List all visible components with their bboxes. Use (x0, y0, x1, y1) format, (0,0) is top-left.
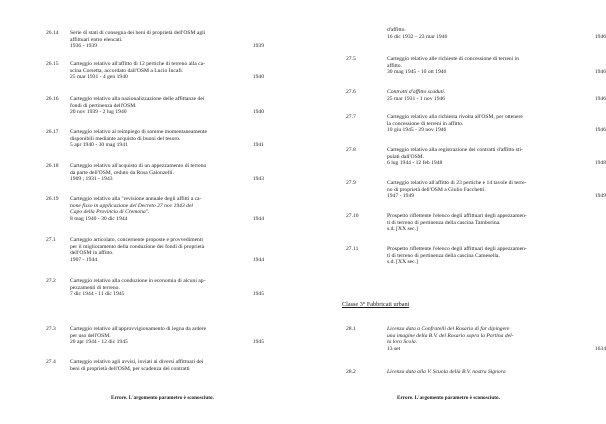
entry-line: Carteggio relativo all'approvvigionamento di legna da ardere (70, 326, 207, 332)
entry-number: 27.10 (346, 213, 359, 219)
continuation-line-1: d'affitto. (387, 27, 406, 33)
entry-line: 10 giu 1945 - 29 nov 1946 (387, 127, 447, 133)
entry-line: Carteggio relativo alle richieste di concessione di terreni in (387, 56, 520, 62)
entry-number: 26.15 (46, 61, 59, 67)
entry-number: 27.7 (346, 114, 356, 120)
entry-line: pezzamenti di terreno. (70, 284, 120, 291)
entry-line: Licenza data alla V. Scuola della B.V. nostra Signora (387, 369, 506, 375)
entry-number: 26.19 (46, 196, 59, 202)
inventory-entry (346, 369, 606, 376)
entry-number: 28.1 (346, 326, 356, 332)
inventory-entry (46, 278, 264, 298)
entry-number: 27.9 (346, 180, 356, 186)
entry-line: Contratti d'affitto scaduti. (387, 89, 446, 95)
inventory-entry (46, 196, 264, 222)
entry-number: 27.3 (46, 326, 56, 332)
entry-line: Carteggio relativo all'affitto di 12 pertiche di terreno alla ca- (70, 61, 205, 67)
entry-line: dell'OSM in affitto. (70, 250, 114, 256)
entry-line: ti di terreno di pertinenza della cascina Camesella. (387, 252, 500, 259)
entry-year: 1634 (594, 345, 606, 352)
entry-line: 1947 - 1949 (387, 193, 415, 199)
inventory-entry (46, 326, 264, 346)
entry-line: ti di terreno di pertinenza della cascina Tamborina. (387, 219, 501, 226)
right-column (300, 0, 606, 424)
entry-line: 13 set (387, 345, 401, 352)
entry-line: 20 nov 1939 - 2 lug 1940 (70, 109, 127, 115)
entry-year: 1945 (252, 291, 264, 297)
entry-line: 1936 - 1939 (70, 43, 98, 49)
entry-line: Serie di stati di consegna dei beni di proprietà dell'OSM agli (70, 30, 206, 36)
entry-year: 1939 (252, 43, 264, 49)
entry-year: 1946 (594, 127, 606, 133)
entry-line: fondi di pertinenza dell'OSM. (70, 102, 137, 109)
inventory-entry (46, 359, 264, 372)
inventory-entry (346, 114, 606, 134)
inventory-entry (346, 326, 606, 352)
inventory-entry (346, 180, 606, 200)
entry-number: 27.6 (346, 89, 356, 95)
entry-year: 1946 (594, 69, 606, 75)
entry-line: affitto. (387, 62, 402, 69)
entry-year: 1943 (252, 176, 264, 182)
entry-line: no di proprietà dell'OSM a Giulio Facchetti. (387, 186, 486, 193)
entry-year: 1946 (594, 95, 606, 102)
entry-number: 27.8 (346, 147, 356, 153)
entry-number: 27.5 (346, 56, 356, 62)
entry-line: 1907 - 1944 (70, 256, 98, 263)
entry-year: 1949 (594, 193, 606, 199)
entry-line: 1909 ; 1931 - 1943 (70, 176, 113, 182)
inventory-entry (46, 30, 264, 50)
entry-number: 27.4 (46, 359, 56, 365)
entry-line: una imagine della B.V. del Rosario sopra la Portina del- (387, 332, 514, 339)
left-column (0, 0, 300, 424)
inventory-entry (346, 246, 606, 266)
inventory-entry (46, 237, 264, 263)
entry-number: 27.2 (46, 278, 56, 284)
entry-line: Licenza data a Confratelli del Rosario di far dipingere (387, 326, 510, 332)
entry-number: 28.2 (346, 369, 356, 375)
entry-line: Carteggio relativo alla conduzione in economia di alcuni ap- (70, 278, 206, 284)
entry-line: beni di proprietà dell'OSM, per scadenza dei contratti (70, 365, 190, 372)
entry-line: s.d. [XX sec.] (387, 259, 418, 265)
inventory-entry (346, 56, 606, 76)
entry-line: 6 lug 1944 - 12 feb 1948 (387, 160, 443, 166)
entry-line: la loro Scola. (387, 339, 418, 345)
entry-year: 1944 (252, 256, 264, 263)
entry-line: la concessione di terreni in affitto. (387, 120, 464, 127)
entry-number: 27.11 (346, 246, 359, 252)
entry-line: 25 mar 1931 - 4 gen 1940 (70, 74, 128, 80)
entry-number: 26.17 (46, 129, 59, 135)
entry-line: da parte dell'OSM, ceduto da Rosa Galonzelli. (70, 169, 174, 176)
entry-line: per uso dell'OSM. (70, 332, 111, 339)
inventory-entry (346, 213, 606, 233)
entry-line: Carteggio relativo alla registrazione dei contratti d'affitto sti- (387, 147, 523, 153)
entry-year: 1940 (252, 109, 264, 115)
inventory-entry (46, 96, 264, 116)
entry-line: 7 dic 1944 - 11 dic 1945 (70, 291, 125, 297)
entry-line: Prospetto riflettente l'elenco degli affittuari degli appezzamen- (387, 213, 527, 219)
entry-year: 1945 (252, 339, 264, 345)
entry-line: per il miglioramento della conduzione dei fondi di proprietà (70, 243, 205, 250)
entry-line: Carteggio articolato, concernente proposte e provvedimenti (70, 237, 203, 243)
entry-year: 1940 (252, 74, 264, 80)
entry-line: affittuari entro elencati. (70, 36, 123, 43)
entry-year: 1944 (252, 215, 264, 222)
continuation-line-2: 16 dic 1932 – 23 mar 1946 (387, 33, 448, 40)
inventory-entry (346, 89, 606, 102)
inventory-entry (46, 61, 264, 81)
entry-year: 1946 (594, 33, 606, 40)
entry-line: disponibili mediante acquisto di buoni del tesoro. (70, 135, 181, 142)
entry-number: 26.14 (46, 30, 59, 36)
entry-number: 27.1 (46, 237, 56, 243)
footer-right: Errore. L'argomento parametro è sconosciuto. (397, 395, 500, 401)
entry-line: Carteggio relativo alla richiesta rivolta all'OSM, per ottenere (387, 114, 523, 120)
entry-line: 8 mag 1940 - 30 dic 1944 (70, 215, 128, 222)
entry-line: pulati dall'OSM. (387, 153, 425, 160)
entry-line: Prospetto riflettente l'elenco degli affittuari degli appezzamen- (387, 246, 527, 252)
entry-line: Carteggio relativo all'affitto di 23 pertiche e 14 tavole di terre- (387, 180, 527, 186)
inventory-entry (46, 129, 264, 149)
entry-line: 25 mar 1931 - 1 nov 1946 (387, 95, 446, 102)
inventory-entry (46, 163, 264, 183)
entry-line: Capo della Provincia di Cremona". (70, 209, 150, 215)
entry-line: s.d. [XX sec.] (387, 226, 418, 232)
entry-line: scina Corsetta, accordato dall'OSM a Lucio Incafi. (70, 67, 184, 74)
entry-line: 30 mag 1945 - 10 ott 1946 (387, 69, 447, 75)
entry-line: Carteggio relativo alla "revisione annuale degli affitti a ca- (70, 196, 202, 202)
footer-left: Errore. L'argomento parametro è sconosciuto. (111, 395, 214, 401)
entry-number: 26.16 (46, 96, 59, 102)
entry-number: 26.18 (46, 163, 59, 169)
entry-line: Carteggio relativo all'acquisto di un appezzamento di terreno (70, 163, 207, 169)
entry-year: 1948 (594, 160, 606, 166)
entry-line: none fisso in applicazione del Decreto 27 nov 1943 del (70, 202, 193, 209)
inventory-entry (346, 147, 606, 167)
entry-year: 1941 (252, 142, 264, 148)
continuation-entry (387, 27, 606, 47)
entry-line: Carteggio relativo alla nazionalizzazione delle affittanze dei (70, 96, 205, 102)
entry-line: Carteggio relativo agli avvisi, inviati ai diversi affittuari dei (70, 359, 204, 365)
entry-line: 20 apr 1944 - 12 dic 1945 (70, 339, 128, 345)
entry-line: Carteggio relativo al reimpiego di somme momentaneamente (70, 129, 208, 135)
entry-line: 5 apr 1940 - 30 mag 1941 (70, 142, 128, 148)
section-title: Classe 3° Fabbricati urbani (342, 301, 410, 308)
